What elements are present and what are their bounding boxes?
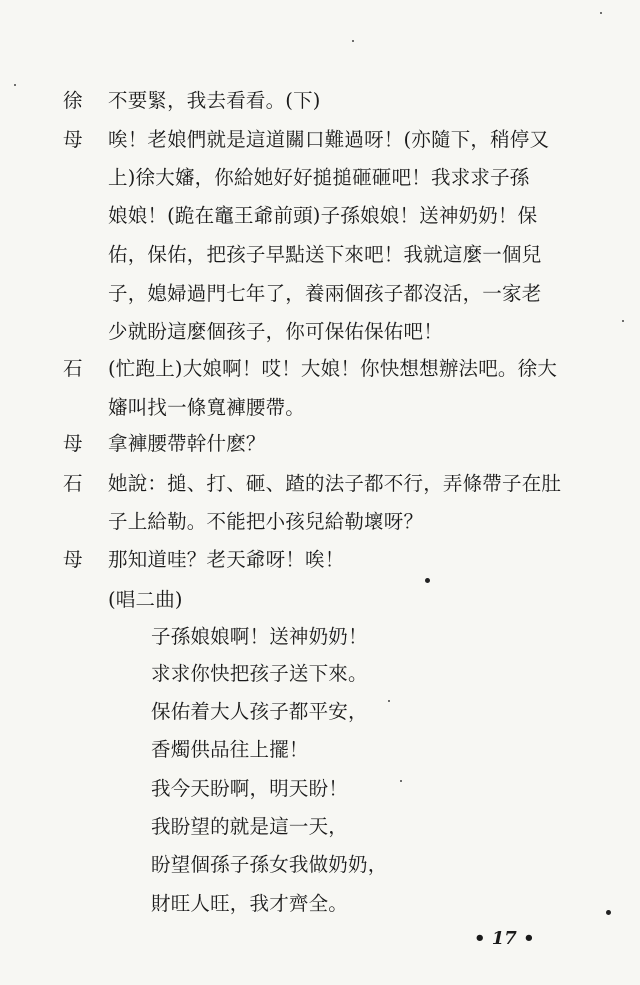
ink-dot (425, 578, 430, 583)
ink-speck (388, 700, 390, 702)
dialogue-line: 娘娘！(跪在竈王爺前頭)子孫娘娘！送神奶奶！保 (108, 204, 538, 227)
dialogue-line: 嬸叫找一條寬褲腰帶。 (108, 396, 306, 419)
song-line: 財旺人旺，我才齊全。 (151, 892, 349, 915)
dialogue-line: 拿褲腰帶幹什麽？ (108, 432, 266, 455)
speaker-label: 徐 (63, 89, 83, 112)
song-line: 盼望個孫子孫女我做奶奶， (151, 853, 388, 876)
speaker-label: 母 (63, 128, 83, 151)
song-line: 保佑着大人孩子都平安， (151, 700, 368, 723)
song-line: 我今天盼啊，明天盼！ (151, 777, 349, 800)
dialogue-line: (忙跑上)大娘啊！哎！大娘！你快想想辦法吧。徐大 (108, 357, 558, 380)
ink-speck (622, 320, 624, 322)
dialogue-line: 不要緊，我去看看。(下) (108, 89, 321, 112)
song-line: 求求你快把孩子送下來。 (151, 662, 368, 685)
dialogue-line: 那知道哇？老天爺呀！唉！ (108, 548, 345, 571)
ink-speck (352, 40, 354, 42)
speaker-label: 母 (63, 432, 83, 455)
ink-speck (600, 12, 602, 14)
dialogue-line: 她說：搥、打、砸、蹅的法子都不行，弄條帶子在肚 (108, 472, 562, 495)
dialogue-line: 佑，保佑，把孩子早點送下來吧！我就這麼一個兒 (108, 243, 542, 266)
page-number: • 17 • (474, 928, 535, 949)
dialogue-line: 少就盼這麼個孩子，你可保佑保佑吧！ (108, 320, 443, 343)
dialogue-line: 上)徐大嬸，你給她好好搥搥砸砸吧！我求求子孫 (108, 166, 530, 189)
song-line: 我盼望的就是這一天， (151, 815, 349, 838)
stage-direction: (唱二曲) (108, 588, 183, 611)
song-line: 香燭供品往上擺！ (151, 738, 309, 761)
ink-dot (606, 910, 611, 915)
dialogue-line: 子，媳婦過門七年了，養兩個孩子都沒活，一家老 (108, 282, 542, 305)
ink-speck (400, 780, 402, 782)
song-line: 子孫娘娘啊！送神奶奶！ (151, 625, 368, 648)
speaker-label: 母 (63, 548, 83, 571)
dialogue-line: 子上給勒。不能把小孩兒給勒壞呀？ (108, 510, 424, 533)
speaker-label: 石 (63, 472, 83, 495)
speaker-label: 石 (63, 357, 83, 380)
ink-speck (14, 84, 16, 86)
dialogue-line: 唉！老娘們就是這道關口難過呀！(亦隨下，稍停又 (108, 128, 550, 151)
